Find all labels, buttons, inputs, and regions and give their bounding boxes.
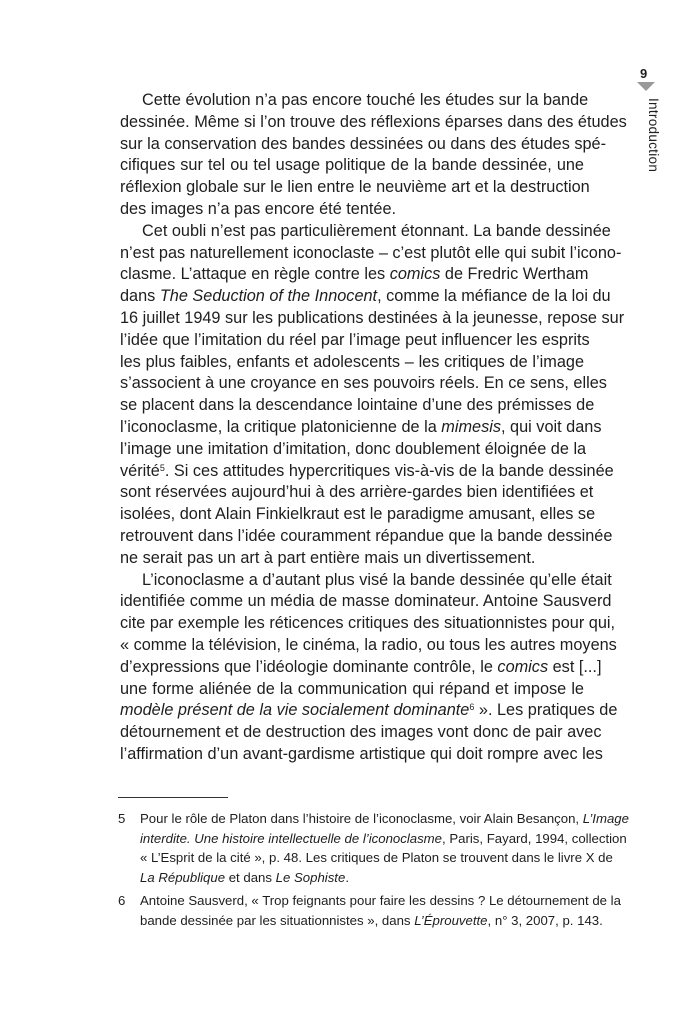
footnote-rule xyxy=(118,797,228,798)
text-run: , Paris, Fayard, 1994, collection xyxy=(442,830,627,846)
text-line xyxy=(120,591,612,613)
text-run: cifiques sur tel ou tel usage politique de la bande dessinée, une xyxy=(120,156,584,175)
running-head-section-title: Introduction xyxy=(646,98,661,173)
paragraph xyxy=(120,221,625,570)
italic-text: interdite. Une histoire intellectuelle de l’iconoclasme xyxy=(140,830,443,846)
italic-text: modèle présent de la vie socialement dominante xyxy=(120,701,470,720)
text-line xyxy=(140,809,629,829)
text-run: est [...] xyxy=(548,657,602,676)
text-run: cite par exemple les réticences critiques des situationnistes pour qui, xyxy=(120,614,616,633)
text-line xyxy=(120,504,596,526)
text-run: isolées, dont Alain Finkielkraut est le paradigme amusant, elles se xyxy=(120,505,596,524)
text-run: réflexion globale sur le lien entre le neuvième art et la destruction xyxy=(120,178,590,197)
footnote xyxy=(118,809,629,887)
text-run: vérité xyxy=(120,461,160,480)
text-run: . xyxy=(345,869,349,885)
text-run: ne serait pas un art à part entière mais un divertissement. xyxy=(120,548,536,567)
text-run: l’iconoclasme, la critique platonicienne de la xyxy=(120,417,442,436)
text-line xyxy=(120,112,627,134)
text-line xyxy=(120,308,625,330)
text-line xyxy=(140,848,613,868)
text-line xyxy=(120,570,612,592)
text-line xyxy=(120,526,613,548)
triangle-down-icon xyxy=(637,82,655,91)
text-line xyxy=(120,243,622,265)
paragraph xyxy=(120,90,627,221)
footnote-reference: 5 xyxy=(159,462,165,473)
footnotes xyxy=(118,809,629,935)
text-run: l’affirmation d’un avant-gardisme artistique qui doit rompre avec les xyxy=(120,744,603,763)
text-run: des images n’a pas encore été tentée. xyxy=(120,199,397,218)
italic-text: La République xyxy=(140,869,226,885)
text-line xyxy=(120,264,589,286)
text-run: dans xyxy=(120,287,160,306)
text-line xyxy=(120,744,603,766)
text-run: 16 juillet 1949 sur les publications destinées à la jeunesse, repose sur xyxy=(120,308,625,327)
text-run: L’iconoclasme a d’autant plus visé la bande dessinée qu’elle était xyxy=(142,570,612,589)
text-run: bande dessinée par les situationnistes », dans xyxy=(140,912,415,928)
text-line xyxy=(120,679,584,701)
text-line xyxy=(140,829,627,849)
text-run: se placent dans la descendance lointaine d’une des prémisses de xyxy=(120,396,595,415)
footnote-reference: 6 xyxy=(469,702,475,713)
text-line xyxy=(120,90,589,112)
text-run: , comme la méfiance de la loi du xyxy=(377,287,611,306)
text-line xyxy=(120,221,611,243)
text-run: Antoine Sausverd, « Trop feignants pour faire les dessins ? Le détournement de la xyxy=(140,893,621,909)
italic-text: The Seduction of the Innocent xyxy=(159,287,378,306)
footnote-number: 5 xyxy=(118,811,126,826)
text-run: , qui voit dans xyxy=(501,417,602,436)
text-run: retrouvent dans l’idée couramment répandue que la bande dessinée xyxy=(120,526,613,545)
text-line xyxy=(120,134,607,156)
text-run: . Si ces attitudes hypercritiques vis-à-vis de la bande dessinée xyxy=(164,461,614,480)
text-run: s’associent à une croyance en ses pouvoirs réels. En ce sens, elles xyxy=(120,374,607,393)
footnote-number: 6 xyxy=(118,893,126,909)
text-run: identifiée comme un média de masse dominateur. Antoine Sausverd xyxy=(120,592,612,611)
body-text xyxy=(120,90,627,766)
text-run: , n° 3, 2007, p. 143. xyxy=(487,912,603,928)
text-line xyxy=(120,548,584,570)
text-line xyxy=(120,700,618,722)
text-run: une forme aliénée de la communication qui répand et impose le xyxy=(120,679,584,698)
text-line xyxy=(120,395,595,417)
text-run: détournement et de destruction des images vont donc de pair avec xyxy=(120,723,602,742)
text-line xyxy=(120,417,602,439)
text-line xyxy=(120,199,584,221)
text-run: l’image une imitation d’imitation, donc doublement éloignée de la xyxy=(120,439,587,458)
italic-text: mimesis xyxy=(441,417,501,436)
paragraph xyxy=(120,570,618,766)
page-number: 9 xyxy=(640,66,648,81)
text-run: sur la conservation des bandes dessinées ou dans des études spé- xyxy=(120,134,607,153)
text-run: « comme la télévision, le cinéma, la radio, ou tous les autres moyens xyxy=(120,635,617,654)
text-line xyxy=(120,352,584,374)
text-line xyxy=(120,722,602,744)
italic-text: comics xyxy=(389,265,441,284)
text-run: les plus faibles, enfants et adolescents – les critiques de l’image xyxy=(120,352,584,371)
text-run: de Fredric Wertham xyxy=(440,265,589,284)
text-run: « L’Esprit de la cité », p. 48. Les critiques de Platon se trouvent dans le livre X de xyxy=(140,850,613,866)
text-line xyxy=(140,911,603,931)
text-run: n’est pas naturellement iconoclaste – c’est plutôt elle qui subit l’icono- xyxy=(120,243,622,262)
text-run: sont réservées aujourd’hui à des arrière-gardes bien identifiées et xyxy=(120,483,594,502)
text-line xyxy=(120,482,594,504)
footnote xyxy=(118,891,621,930)
text-line xyxy=(120,330,590,352)
italic-text: Le Sophiste xyxy=(275,869,346,885)
text-line xyxy=(120,635,617,657)
text-line xyxy=(120,461,614,483)
text-run: Cet oubli n’est pas particulièrement étonnant. La bande dessinée xyxy=(142,221,611,240)
italic-text: L’Image xyxy=(582,811,629,826)
text-line xyxy=(120,155,584,177)
italic-text: comics xyxy=(497,657,549,676)
text-run: dessinée. Même si l’on trouve des réflexions éparses dans des études xyxy=(120,112,627,131)
text-line xyxy=(120,177,590,199)
text-line xyxy=(120,286,611,308)
text-run: l’idée que l’imitation du réel par l’image peut influencer les esprits xyxy=(120,330,590,349)
text-line xyxy=(140,868,584,888)
text-line xyxy=(140,891,621,911)
text-run: et dans xyxy=(225,869,276,885)
text-run: Pour le rôle de Platon dans l’histoire de l’iconoclasme, voir Alain Besançon, xyxy=(140,811,583,826)
text-line xyxy=(120,373,607,395)
text-line xyxy=(120,613,616,635)
text-run: d’expressions que l’idéologie dominante contrôle, le xyxy=(120,657,498,676)
text-run: clasme. L’attaque en règle contre les xyxy=(120,265,390,284)
text-line xyxy=(120,439,587,461)
text-run: Cette évolution n’a pas encore touché les études sur la bande xyxy=(142,91,589,109)
text-line xyxy=(120,657,602,679)
text-run: ». Les pratiques de xyxy=(474,701,618,720)
italic-text: L’Éprouvette xyxy=(414,912,488,928)
